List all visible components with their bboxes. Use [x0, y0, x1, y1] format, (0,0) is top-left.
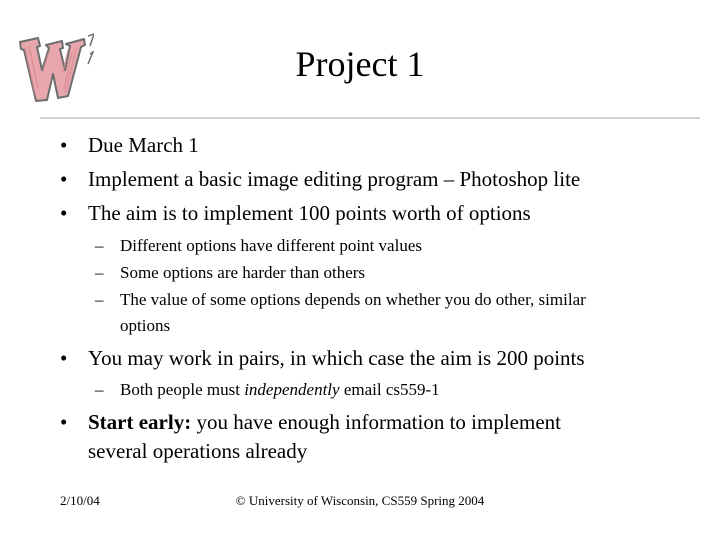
emphasis-text: independently [244, 380, 340, 399]
bullet-text: The aim is to implement 100 points worth of options [88, 201, 531, 225]
sub-bullet-text: options [120, 316, 171, 335]
slide-title: Project 1 [295, 44, 425, 84]
dash-glyph: – [95, 263, 104, 282]
bullet-text: Implement a basic image editing program – Photoshop lite [88, 167, 581, 191]
text-segment: you have enough information to implement [191, 410, 561, 434]
dash-glyph: – [95, 236, 104, 255]
bullet-text [88, 408, 561, 437]
bullet-glyph: • [60, 410, 68, 434]
sub-bullet-text [120, 377, 440, 403]
copyright-text: © University of Wisconsin, CS559 Spring 2004 [235, 493, 485, 508]
bullet-text: several operations already [88, 439, 308, 463]
bold-text: Start early: [88, 410, 192, 434]
sub-bullet-text: Different options have different point values [120, 236, 422, 255]
bullet-glyph: • [60, 346, 68, 370]
bullet-text: Due March 1 [88, 133, 199, 157]
bullet-glyph: • [60, 133, 68, 157]
footer-copyright [0, 493, 720, 509]
dash-glyph: – [95, 380, 104, 399]
footer-date: 2/10/04 [60, 493, 100, 508]
bullet-glyph: • [60, 167, 68, 191]
text-segment: Both people must [120, 380, 245, 399]
bullet-glyph: • [60, 201, 68, 225]
sub-bullet-text: The value of some options depends on whether you do other, similar [120, 290, 586, 309]
sub-bullet-text: Some options are harder than others [120, 263, 366, 282]
text-segment: email cs559-1 [339, 380, 440, 399]
dash-glyph: – [95, 290, 104, 309]
bullet-text: You may work in pairs, in which case the aim is 200 points [88, 346, 585, 370]
